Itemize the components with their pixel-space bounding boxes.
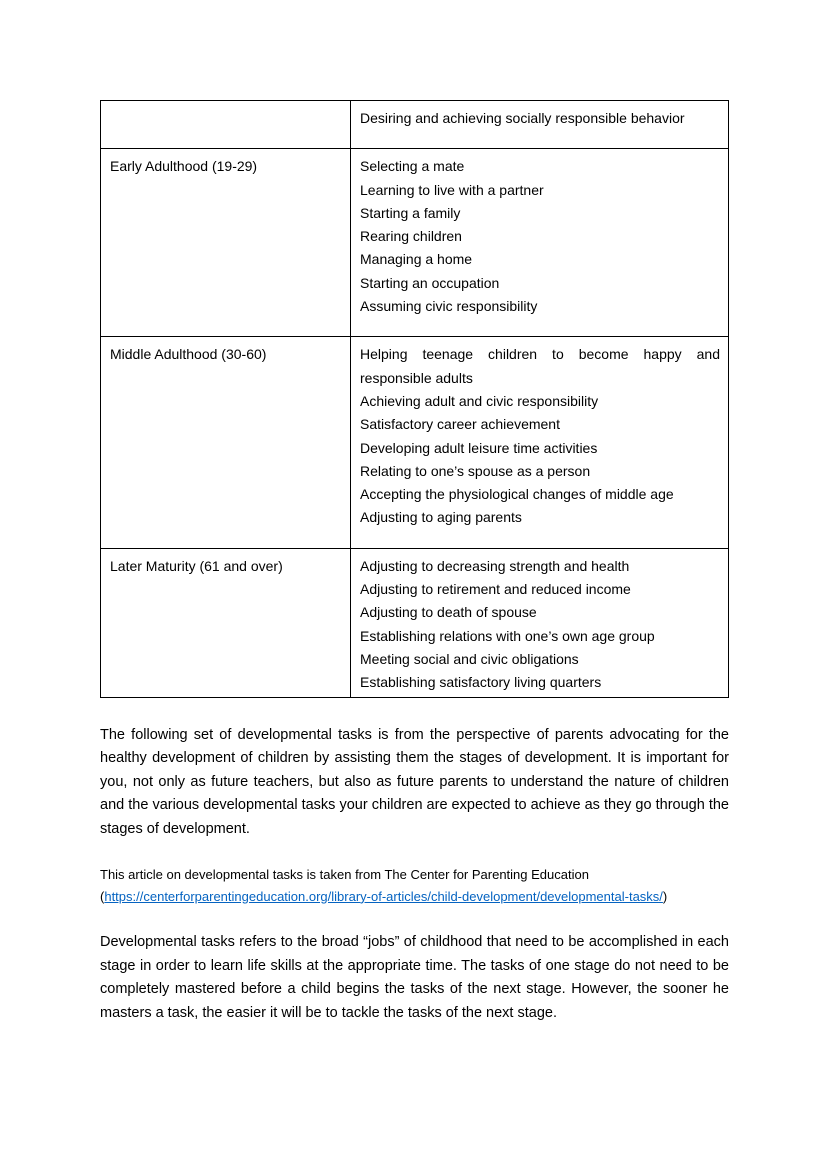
task-line: Starting a family [360, 204, 461, 221]
paragraph-intro: The following set of developmental tasks is from the perspective of parents advocating for the healthy development of children by assisting them the stages of development. It is important for you, not only as future teachers, but also as future parents to understand the nature of children and the various developmental tasks your children are expected to achieve as they go through the stages of development. [100, 726, 729, 837]
stage-cell [101, 548, 351, 697]
task-line: Establishing relations with one’s own age group [360, 627, 655, 644]
source-link[interactable]: https://centerforparentingeducation.org/library-of-articles/child-development/developmental-tasks/ [104, 888, 663, 904]
source-text-prefix: This article on developmental tasks is taken from The Center for Parenting Education ( [100, 867, 589, 904]
stage-cell [101, 101, 351, 149]
task-line: Developing adult leisure time activities [360, 439, 598, 456]
table-row-middle-adulthood [101, 337, 729, 548]
stage-cell [101, 149, 351, 337]
task-line: Desiring and achieving socially responsible behavior [360, 110, 685, 126]
task-line: Rearing children [360, 228, 462, 245]
task-line: Helping teenage children to become happy and responsible adults [360, 346, 720, 386]
task-line: Learning to live with a partner [360, 181, 544, 198]
task-line: Selecting a mate [360, 158, 465, 175]
task-line: Assuming civic responsibility [360, 298, 538, 315]
table-row-early-adulthood [101, 149, 729, 337]
task-line: Achieving adult and civic responsibility [360, 392, 599, 409]
stage-label: Middle Adulthood (30-60) [110, 346, 267, 363]
task-line: Adjusting to decreasing strength and health [360, 557, 630, 574]
stage-label: Early Adulthood (19-29) [110, 158, 258, 175]
tasks-cell [351, 149, 729, 337]
paragraph-source [100, 864, 729, 907]
table-row-later-maturity [101, 548, 729, 697]
table-row-continuation [101, 101, 729, 149]
task-line: Starting an occupation [360, 274, 500, 291]
task-line: Managing a home [360, 251, 473, 268]
stage-cell [101, 337, 351, 548]
task-line: Relating to one’s spouse as a person [360, 462, 591, 479]
task-line: Satisfactory career achievement [360, 416, 560, 433]
tasks-cell [351, 101, 729, 149]
document-content [100, 100, 729, 1025]
stage-label: Later Maturity (61 and over) [110, 557, 283, 574]
tasks-cell [351, 337, 729, 548]
source-text-suffix: ) [662, 888, 668, 904]
task-line: Meeting social and civic obligations [360, 650, 579, 667]
task-line: Accepting the physiological changes of middle age [360, 486, 674, 503]
paragraph-definition: Developmental tasks refers to the broad “jobs” of childhood that need to be accomplished in each stage in order to learn life skills at the appropriate time. The tasks of one stage do not need to be completely mastered before a child begins the tasks of the next stage. However, the sooner he masters a task, the easier it will be to tackle the tasks of the next stage. [100, 934, 729, 1021]
tasks-cell [351, 548, 729, 697]
task-line: Adjusting to retirement and reduced income [360, 581, 631, 598]
task-line: Adjusting to death of spouse [360, 604, 537, 621]
task-line: Establishing satisfactory living quarters [360, 674, 602, 691]
developmental-stages-table [100, 100, 729, 698]
task-line: Adjusting to aging parents [360, 509, 522, 526]
